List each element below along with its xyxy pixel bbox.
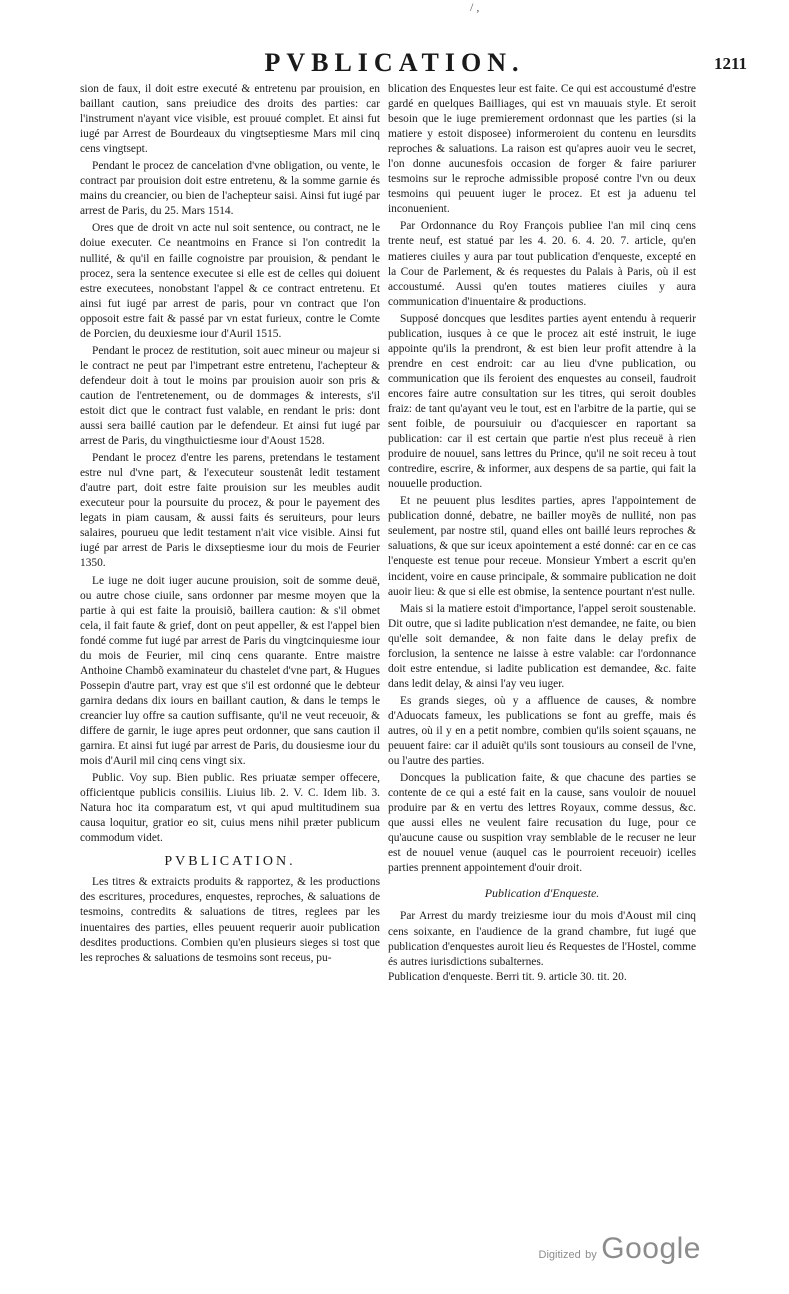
paragraph: Mais si la matiere estoit d'importance, l'appel seroit soustenable. Dit outre, que si ladite publication n'est demandee, ne faite, ou bien qu'elle soit demandee, & non faite dans le delay prefix de forclusion, la sentence ne laisse à estre valable: car l'ordonnance doit estre entendue, si ladite publication est demandee, &c. faite dans ledit delay, & ainsi l'ay veu iuger. <box>388 602 696 690</box>
paragraph: Doncques la publication faite, & que chacune des parties se contente de ce qui a esté fait en la cause, sans vouloir de nouuel produire par & en vertu des lettres Royaux, comme dessus, &c. que aussi elles ne veulent faire recusation du Iuge, pour ce qu'aucune cause ou suspition vray semblable de le recuser ne leur est de nouuel venue (auquel cas le pourroient receuoir) icelles parties prennent appointement d'ouir droit. <box>388 772 696 875</box>
left-column <box>80 82 380 966</box>
paragraph: Ores que de droit vn acte nul soit sentence, ou contract, ne le doiue executer. Ce neantmoins en France si l'on contredit la nullité, & qu'il en faille cognoistre par prouision, & pendant le procez, sera la sentence executee si elle est de celles qui doiuent estre executees, nonobstant l'appel & ce contract entretenu. Et ainsi fut iugé par arrest de paris, pour vn contract que l'on opposoit estre fait & passé par vn estat furieux, contre le Comte de Porcien, du deuxiesme iour d'Auril 1515. <box>80 222 380 340</box>
paragraph: Par Arrest du mardy treiziesme iour du mois d'Aoust mil cinq cens soixante, en l'audience de la grand chambre, fut iugé que publication d'enquestes auroit lieu és Requestes de l'Hostel, comme és autres iurisdictions subalternes. <box>388 910 696 968</box>
paragraph: Les titres & extraicts produits & rapportez, & les productions des escritures, procedures, enquestes, reproches, & saluations de tesmoins, contredits & saluations de titres, reglees par les inuentaires des parties, elles peuuent requerir auoir publication desdites productions. Combien qu'en plusieurs sieges si tost que les reproches & saluations de tesmoins sont receus, pu- <box>80 876 380 964</box>
right-column <box>388 82 696 985</box>
paragraph: Pendant le procez de restitution, soit auec mineur ou majeur si le contract ne peut par l'impetrant estre entretenu, l'achepteur & defendeur doit à tout le moins par prouision auoir son pris & caution de l'entretenement, ou de dommages & interests, s'il estoit dict que le contract fust valable, en rendant le pris: dont aussi sera baillé caution par le defendeur. Et ainsi fut iugé par arrest de Paris, du vingthuictiesme iour d'Aoust 1528. <box>80 344 380 448</box>
digitized-by-watermark <box>539 1232 701 1266</box>
watermark-by: by <box>585 1249 597 1261</box>
citation-paragraph: Public. Voy sup. Bien public. Res priuatæ semper offecere, officientque publicis consiliis. Liuius lib. 2. V. C. Idem lib. 3. Natura hoc ita comparatum est, vt qui apud multitudinem sua causa loquitur, gratior eo sit, cuius mens nihil præter publicum commodum videt. <box>80 772 380 845</box>
edge-mark: / , <box>470 0 480 14</box>
paragraph: Pendant le procez de cancelation d'vne obligation, ou vente, le contract par prouision doit estre entretenu, & la somme garnie és mains du creancier, ou bien de l'achepteur saisi. Ainsi fut iugé par arrest de Paris, du 25. Mars 1514. <box>80 160 380 218</box>
page-number: 1211 <box>713 54 747 73</box>
section-heading: PVBLICATION. <box>164 854 296 870</box>
sub-heading: Publication d'Enqueste. <box>484 886 600 901</box>
page-header <box>0 48 789 84</box>
paragraph: Pendant le procez d'entre les parens, pretendans le testament estre nul d'vne part, & l'executeur soustenât ledit testament d'autre part, doit estre faite prouision sur les meubles audit executeur pour la poursuite du procez, & pour le payement des legats in piam causam, & aussi faits és seruiteurs, pour leurs salaires, pourueu que ledit testament n'ait vice visible. Ainsi fut iugé par arrest de Paris le dixseptiesme iour du mois de Feurier 1350. <box>80 452 380 570</box>
google-logo: Google <box>601 1232 701 1265</box>
paragraph: Par Ordonnance du Roy François publiee l'an mil cinq cens trente neuf, est statué par les 4. 20. 6. 4. 20. 7. article, qu'en matieres ciuiles y aura par tout publication d'enqueste, excepté en la Cour de Parlement, & és requestes du Palais à Paris, où il est accoustumé. Aussi qu'en toutes matieres ciuiles y aura communication d'inuentaire & productions. <box>388 220 696 308</box>
paragraph: Publication d'enqueste. Berri tit. 9. article 30. tit. 20. <box>388 970 627 983</box>
paragraph: blication des Enquestes leur est faite. Ce qui est accoustumé d'estre gardé en quelques Bailliages, qui est vn mauuais style. Et seroit besoin que le iuge premierement ordonnast que les parties (si la matiere y estoit disposee) informeroient du contenu en leursdits reproches & saluations. La raison est qu'apres auoir veu le secret, l'on donne aucunesfois occasion de forger & faire pariurer tesmoins sur le reproche admissible proposé contre l'vn ou deux tesmoins qui peuuent iuger le procez. Et est ja aduenu tel inconuenient. <box>388 83 696 216</box>
paragraph: Supposé doncques que lesdites parties ayent entendu à requerir publication, iusques à ce que le procez ait esté instruit, le iuge appointe qu'ils la prendront, & est bien leur profit attendre à la prendre en cest endroit: car au lieu d'vne publication, ou communication que ils feroient des enquestes au conseil, faudroit encores faire autre consultation sur les titres, qui seroit doubles fraiz: de tant qu'ayant veu le tout, est en l'arbitre de la partie, qui se sent foible, de poursuiuir ou d'acquiescer en raportant sa publication: car il est certain que partie n'est plus receuë à rien produire de nouuel, sans lettres du Prince, qu'il ne soit receu à tout contredire, escrire, & informer, aux despens de sa partie, qui fait la nouuelle production. <box>388 312 696 491</box>
paragraph: Le iuge ne doit iuger aucune prouision, soit de somme deuë, ou autre chose ciuile, sans ordonner par mesme moyen que la partie à qui est faite la prouisiõ, baillera caution: & s'il obmet cela, il fait faute & grief, dont on peut appeller, & est l'appel bien fondé comme fut iugé par arrest de Paris du vingtcinquiesme iour du mois de Feurier, mil cinq cens quarante. Entre maistre Anthoine Chambõ examinateur du chastelet d'vne part, & Hugues Possepin d'autre part, vray est que s'il est ordonné que le debteur garnira dedans dix iours en baillant caution, & dans le temps le creancier luy offre sa caution suffisante, qu'il ne veut receuoir, & differe de garnir, le iuge apres peut ordonner, que sans caution il garnira. Et ainsi fut iugé par arrest de Paris, du dousiesme iour du mois d'Auril mil cinq cens vingt six. <box>80 574 380 768</box>
watermark-digitized: Digitized <box>538 1249 581 1261</box>
paragraph: sion de faux, il doit estre executé & entretenu par prouision, en baillant caution, sans preiudice des droits des parties: car l'instrument n'ayant vice visible, est prouué complet. Et ainsi fut iugé par Arrest de Bourdeaux du vingtseptiesme Mars mil cinq cens vingtsept. <box>80 83 380 156</box>
paragraph: Et ne peuuent plus lesdites parties, apres l'appointement de publication donné, debatre, ne bailler moyẽs de nullité, non pas seulement, par nostre stil, quand elles ont baillé leurs reproches & saluations, & que sur iceux apointement a esté donné: car en ce cas l'enqueste est tenue pour receue. Monsieur Ymbert a escrit qu'en incident, voire en cause principale, & sommaire publication ne doit auoir lieu: & que si elle est obmise, la sentence pourtant n'est nulle. <box>388 495 696 598</box>
paragraph: Es grands sieges, où y a affluence de causes, & nombre d'Aduocats fameux, les publications se font au greffe, mais és autres, où il y en a petit nombre, combien qu'ils soient sçauans, ne peuuent faire: car il aduiẽt qu'ils sont tousiours au conseil de l'vne, ou l'autre des parties. <box>388 694 696 768</box>
running-title: PVBLICATION. <box>264 48 525 77</box>
